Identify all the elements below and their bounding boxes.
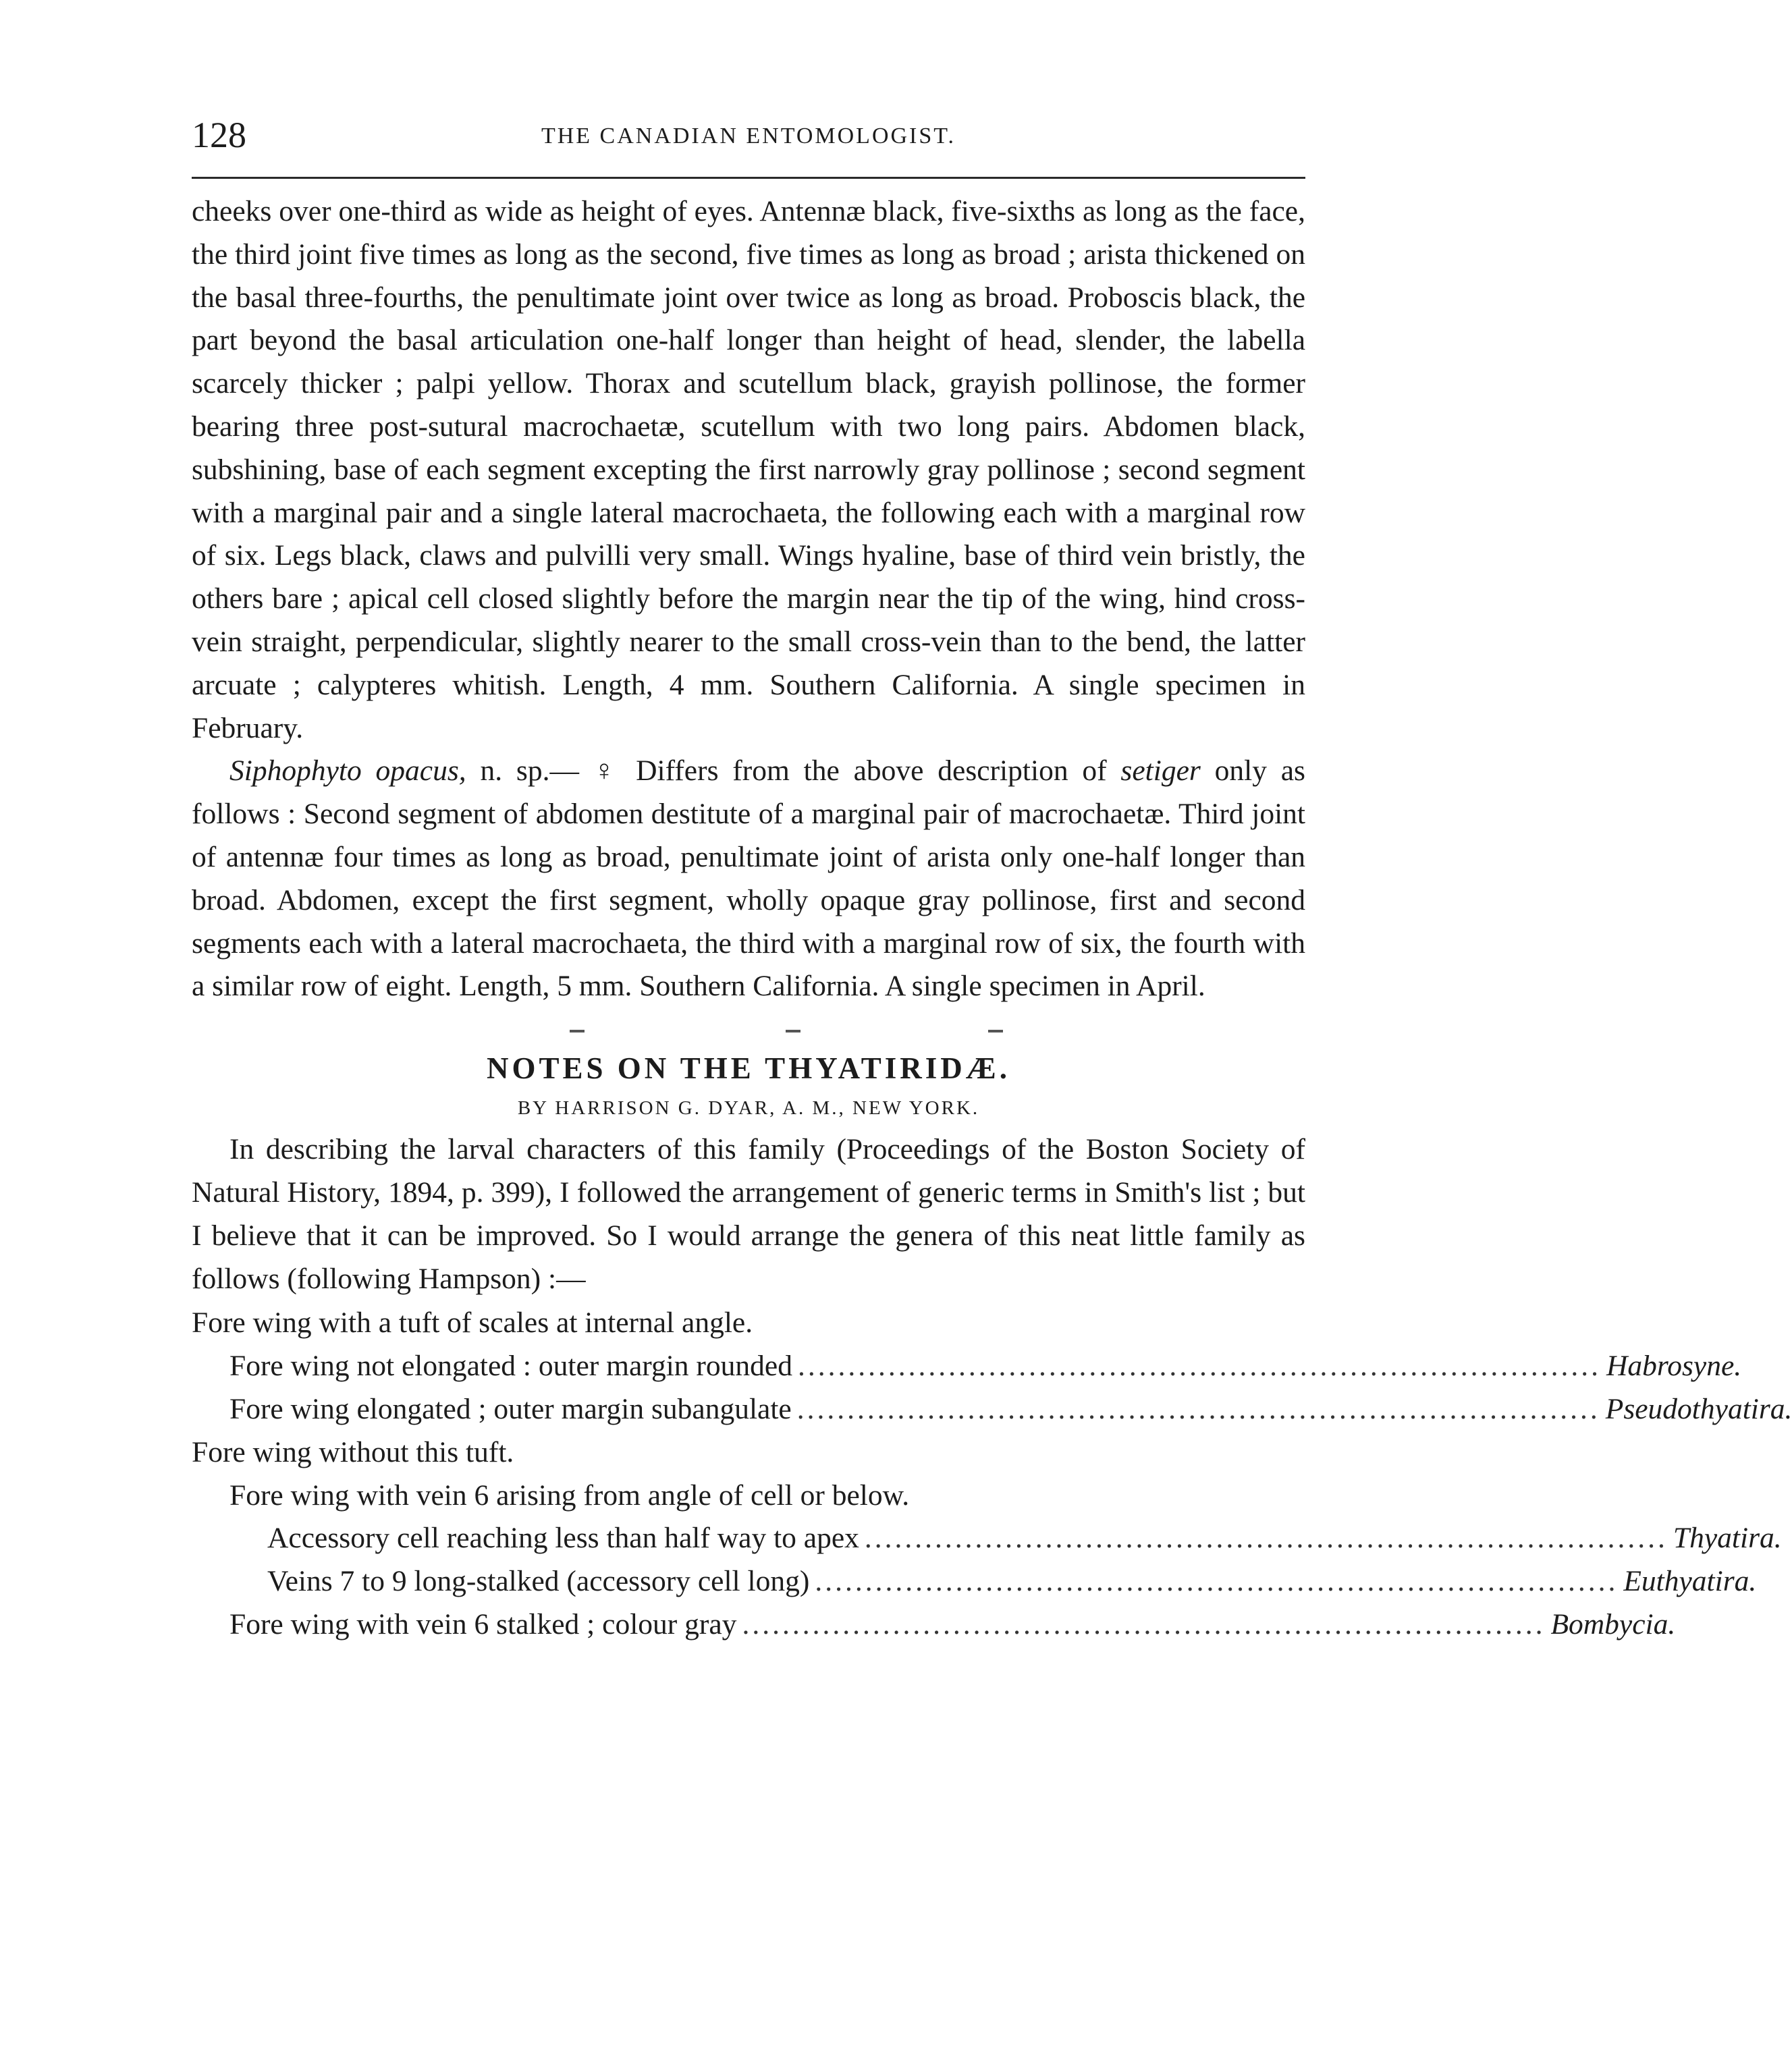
key-row-text: Fore wing without this tuft.: [192, 1435, 514, 1468]
page-body: [192, 190, 1792, 1647]
key-row-text: Veins 7 to 9 long-stalked (accessory cell long): [267, 1565, 810, 1598]
key-row: [192, 1517, 1782, 1560]
article-byline: BY HARRISON G. DYAR, A. M., NEW YORK.: [517, 1097, 980, 1120]
key-row-text: Fore wing with a tuft of scales at internal angle.: [192, 1306, 753, 1340]
key-row: [192, 1475, 1305, 1518]
species-description: only as follows : Second segment of abdomen destitute of a marginal pair of macrochaetæ. Third joint of antennæ four times as long as broad, penultimate joint of arista only one-half longer than broad. Abdomen, except the first segment, wholly opaque gray pollinose, first and second segments each with a lateral macrochaeta, the third with a marginal row of six, the fourth with a similar row of eight. Length, 5 mm. Southern California. A single specimen in April.: [192, 754, 1305, 1003]
genera-key: [192, 1302, 1792, 1646]
key-row-text: Fore wing with vein 6 arising from angle of cell or below.: [229, 1479, 910, 1512]
article-intro: In describing the larval characters of this family (Proceedings of the Boston Society of Natural History, 1894, p. 399), I followed the arrangement of generic terms in Smith's list ; but I believe that it can be improved. So I would arrange the genera of this neat little family as follows (following Hampson) :—: [192, 1133, 1305, 1295]
key-row: [192, 1302, 1305, 1345]
species-status: n. sp.— ♀ Differs from the above description of: [466, 754, 1121, 788]
key-row: [192, 1345, 1742, 1388]
key-row-genus: Bombycia.: [1550, 1607, 1676, 1641]
key-row-text: Accessory cell reaching less than half way to apex: [267, 1522, 859, 1555]
dot-leader: ................................................................................: [815, 1565, 1619, 1598]
page-header: [192, 115, 1305, 155]
continued-paragraph: cheeks over one-third as wide as height of eyes. Antennæ black, five-sixths as long as the face, the third joint five times as long as the second, five times as long as broad ; arista thickened on the basal three-fourths, the penultimate joint over twice as long as broad. Proboscis black, the part beyond the basal articulation one-half longer than height of head, slender, the labella scarcely thicker ; palpi yellow. Thorax and scutellum black, grayish pollinose, the former bearing three post-sutural macrochaetæ, scutellum with two long pairs. Abdomen black, subshining, base of each segment excepting the first narrowly gray pollinose ; second segment with a marginal pair and a single lateral macrochaeta, the following each with a marginal row of six. Legs black, claws and pulvilli very small. Wings hyaline, base of third vein bristly, the others bare ; apical cell closed slightly before the margin near the tip of the wing, hind cross-vein straight, perpendicular, slightly nearer to the small cross-vein than to the bend, the latter arcuate ; calypteres whitish. Length, 4 mm. Southern California. A single specimen in February.: [192, 195, 1305, 744]
key-row-genus: Pseudothyatira.: [1605, 1392, 1792, 1425]
page-number: 128: [192, 115, 246, 155]
dot-leader: ................................................................................: [864, 1522, 1668, 1555]
compared-species: setiger: [1120, 754, 1201, 788]
key-row-text: Fore wing elongated ; outer margin subangulate: [229, 1392, 792, 1425]
key-row-genus: Euthyatira.: [1623, 1565, 1757, 1598]
species-paragraph: [192, 750, 1305, 1008]
key-row: [192, 1388, 1792, 1431]
article-title: NOTES ON THE THYATIRIDÆ.: [486, 1051, 1011, 1086]
species-name: Siphophyto opacus,: [229, 754, 466, 788]
key-row-genus: Habrosyne.: [1606, 1350, 1742, 1383]
key-row-genus: Thyatira.: [1673, 1522, 1782, 1555]
key-row: [192, 1560, 1757, 1603]
header-rule: [192, 177, 1305, 179]
key-row-text: Fore wing with vein 6 stalked ; colour gray: [229, 1607, 737, 1641]
section-divider: [192, 1020, 1305, 1047]
key-row: [192, 1431, 1305, 1475]
running-title: THE CANADIAN ENTOMOLOGIST.: [541, 123, 956, 148]
dot-leader: ................................................................................: [797, 1350, 1601, 1383]
key-row-text: Fore wing not elongated : outer margin rounded: [229, 1350, 792, 1383]
dot-leader: ................................................................................: [742, 1607, 1546, 1641]
key-row: [192, 1603, 1676, 1647]
dot-leader: ................................................................................: [796, 1392, 1600, 1425]
